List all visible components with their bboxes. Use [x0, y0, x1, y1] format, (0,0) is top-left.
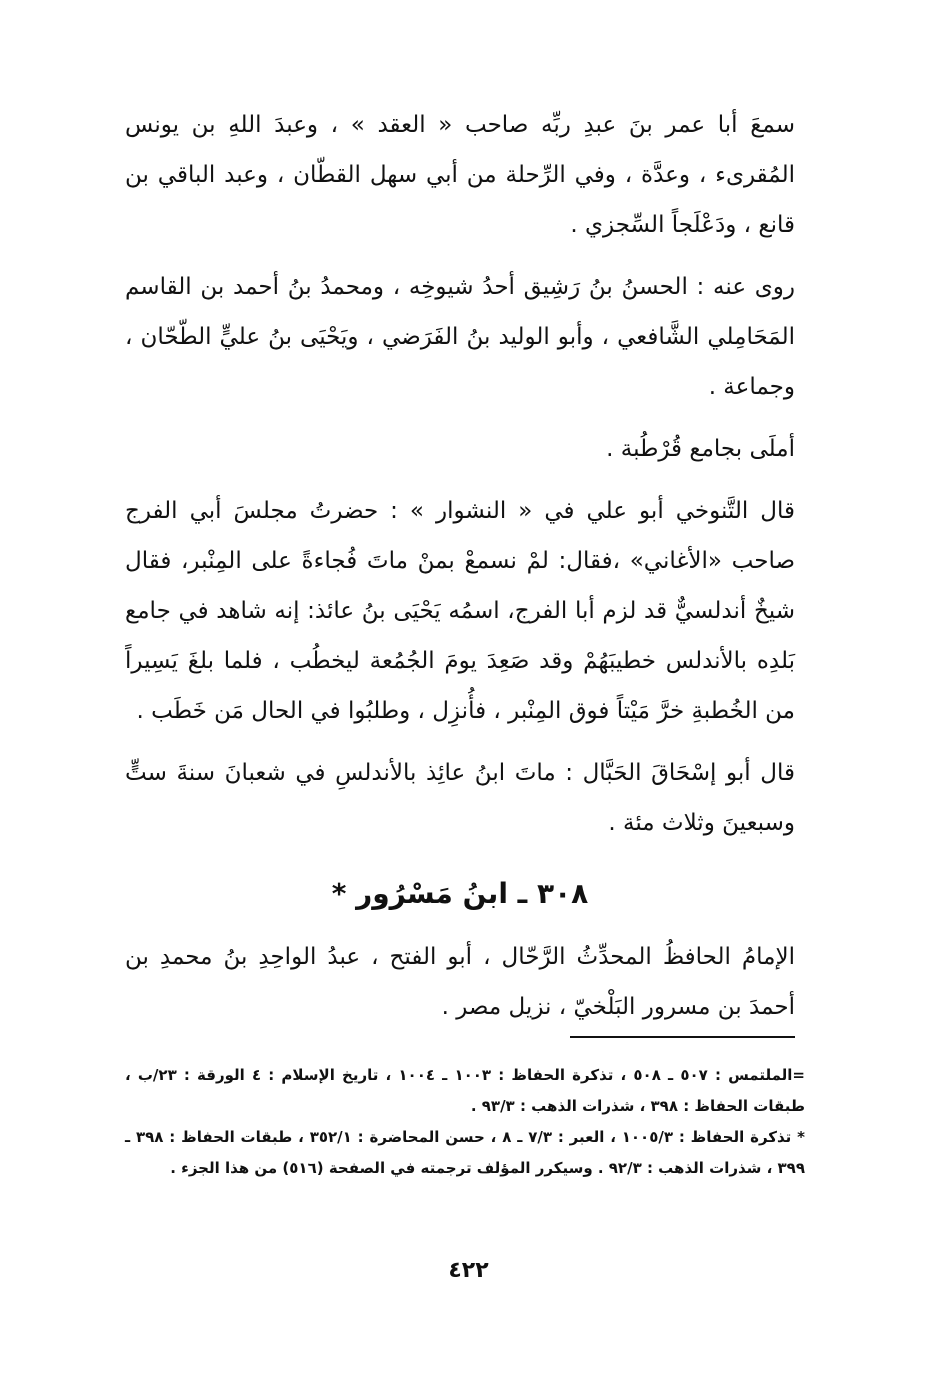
footnotes: [125, 1060, 805, 1184]
footnote-entry: * تذكرة الحفاظ : ١٠٠٥/٣ ، العبر : ٧/٣ ـ ٨ ، حسن المحاضرة : ٣٥٢/١ ، طبقات الحفاظ : ٣٩٨ ـ ٣٩٩ ، شذرات الذهب : ٩٢/٣ . وسيكرر المؤلف ترجمته في الصفحة (٥١٦) من هذا الجزء .: [125, 1128, 805, 1177]
paragraph-teachers: سمعَ أبا عمر بنَ عبدِ ربِّه صاحب « العقد » ، وعبدَ اللهِ بن يونس المُقرىء ، وعدَّة ، وفي الرِّحلة من أبي سهل القطّان ، وعبد الباقي بن قانع ، ودَعْلَجاً السِّجزي .: [125, 112, 795, 238]
paragraph-biography: الإمامُ الحافظُ المحدِّثُ الرَّحّال ، أبو الفتح ، عبدُ الواحِدِ بنُ محمدِ بن أحمدَ بن مسرور البَلْخيّ ، نزيل مصر .: [125, 944, 795, 1020]
footnote-continued: =الملتمس : ٥٠٧ ـ ٥٠٨ ، تذكرة الحفاظ : ١٠٠٣ ـ ١٠٠٤ ، تاريخ الإسلام : ٤ الورقة : ٢٣/ب ، طبقات الحفاظ : ٣٩٨ ، شذرات الذهب : ٩٣/٣ .: [125, 1066, 806, 1115]
paragraph-anecdote: قال التَّنوخي أبو علي في « النشوار » : حضرتُ مجلسَ أبي الفرج صاحب «الأغاني» ،فقال: لمْ نسمعْ بمنْ ماتَ فُجاءةً على المِنْبر، فقال شيخٌ أندلسيٌّ قد لزم أبا الفرج، اسمُه يَحْيَى بنُ عائذ: إنه شاهد في جامع بَلدِه بالأندلس خطيبَهُمْ وقد صَعِدَ يومَ الجُمُعة ليخطُب ، فلما بلغَ يَسِيراً من الخُطبةِ خرَّ مَيْتاً فوق المِنْبر ، فأُنزِل ، وطلبُوا في الحال مَن خَطَب .: [125, 498, 795, 724]
paragraph-students: روى عنه : الحسنُ بنُ رَشِيق أحدُ شيوخِه ، ومحمدُ بنُ أحمد بن القاسم المَحَامِلي الشَّافعي ، وأبو الوليد بنُ الفَرَضي ، ويَحْيَى بنُ عليٍّ الطّحّان ، وجماعة .: [125, 274, 795, 400]
page-number: ٤٢٢: [448, 1258, 489, 1283]
footnote-divider: [570, 1036, 795, 1038]
paragraph-dictation: أملَى بجامع قُرْطُبة .: [606, 436, 795, 462]
paragraph-death: قال أبو إسْحَاقَ الحَبَّال : ماتَ ابنُ عائِذ بالأندلسِ في شعبانَ سنةَ ستٍّ وسبعينَ وثلاث مئة .: [125, 760, 795, 836]
main-text: [125, 100, 795, 1044]
entry-heading: ٣٠٨ ـ ابنُ مَسْرُور *: [331, 877, 589, 910]
